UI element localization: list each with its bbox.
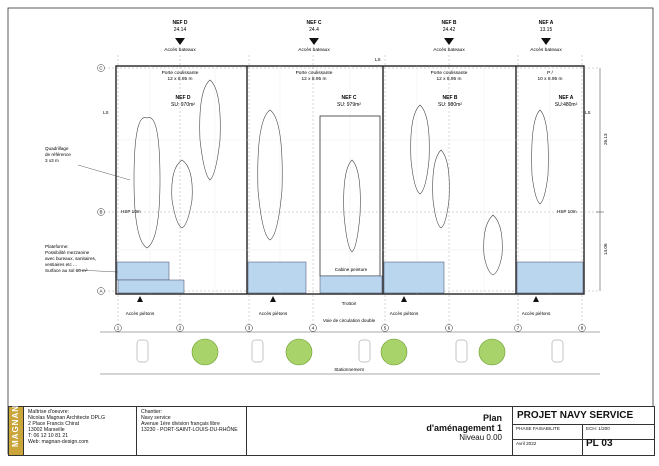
tree-icon	[286, 339, 312, 365]
tree-icon	[479, 339, 505, 365]
car-icon	[456, 340, 467, 362]
door-size: 12 x 8.95 m	[167, 77, 193, 82]
door-label: P /	[547, 71, 553, 76]
boat-shape	[172, 160, 193, 228]
sidewalk-label: Trottoir	[341, 301, 357, 306]
surface-value: SU: 970m²	[171, 102, 195, 108]
grid-col-markers	[115, 325, 586, 332]
grid-ref-note: 3 x3 m	[45, 158, 59, 163]
grid-row-markers	[98, 65, 105, 295]
boat-shape	[200, 80, 221, 180]
arrow-down-icon	[541, 38, 551, 45]
plan-title-block	[247, 407, 513, 455]
architect-name: Nicolas Magnan Architecte DPLG	[28, 415, 105, 421]
grid-col-label: 6	[447, 325, 451, 331]
surface-nef-name: NEF C	[341, 95, 357, 101]
grid-col-label: 1	[116, 325, 120, 331]
arrow-up-icon	[401, 296, 407, 302]
nef-header-name: NEF C	[306, 20, 322, 26]
nef-headers	[173, 20, 554, 33]
car-icon	[137, 340, 148, 362]
date: Avril 2022	[513, 440, 583, 455]
tree-icon	[381, 339, 407, 365]
arrow-up-icon	[270, 296, 276, 302]
grid-row-label: B	[99, 209, 103, 215]
title-block	[8, 406, 655, 456]
architect-city: 13002 Marseille	[28, 427, 65, 433]
architect-web: Web: magnan-design.com	[28, 439, 89, 445]
boat-shape	[484, 215, 503, 275]
pedestrian-access-label: Accès piétons	[389, 311, 419, 316]
surface-value: SU: 980m²	[438, 102, 462, 108]
boat-shape	[433, 150, 450, 228]
scale: ECH: 1/200	[583, 425, 654, 440]
architect-phone: T: 06 12 10 81 21	[28, 433, 69, 439]
door-size: 12 x 8.95 m	[436, 77, 462, 82]
leader-line	[78, 165, 130, 180]
grid-col-label: 4	[311, 325, 315, 331]
arrow-up-icon	[137, 296, 143, 302]
arrow-down-icon	[309, 38, 319, 45]
platform-zone-b	[384, 262, 444, 293]
pedestrian-access-label: Accès piétons	[258, 311, 288, 316]
door-size: 12 x 8.95 m	[301, 77, 327, 82]
plan-title: Plan	[482, 413, 502, 423]
pedestrian-access-arrows	[137, 296, 539, 302]
grid-col-label: 3	[247, 325, 251, 331]
door-size: 10 x 8.95 m	[537, 77, 563, 82]
plan-level: Niveau 0.00	[459, 433, 502, 442]
grid-col-label: 5	[383, 325, 387, 331]
boat-access-label: Accès bateaux	[530, 48, 562, 53]
platform-note: Possibilité mezzanine	[45, 250, 90, 255]
pedestrian-access-label: Accès piétons	[521, 311, 551, 316]
hsp-right: HSP 10m	[557, 209, 577, 214]
boat-shape	[411, 105, 430, 194]
annotations	[45, 57, 608, 372]
platform-zone-d	[117, 262, 169, 280]
arrow-down-icon	[175, 38, 185, 45]
door-labels	[162, 70, 563, 82]
client-city: 13230 - PORT-SAINT-LOUIS-DU-RHÔNE	[141, 427, 238, 433]
platform-zone-c	[248, 262, 306, 293]
ls-mark: LS	[585, 110, 591, 115]
surface-nef-name: NEF B	[442, 95, 458, 101]
grid-row-label: C	[99, 65, 103, 71]
ls-mark: LS	[103, 110, 109, 115]
boat-access-label: Accès bateaux	[298, 48, 330, 53]
car-icon	[552, 340, 563, 362]
nef-header-name: NEF B	[441, 20, 457, 26]
grid-col-label: 8	[580, 325, 584, 331]
client-address: Avenue 1ère division français libre	[141, 421, 220, 427]
sheet-number: PL 03	[586, 438, 613, 449]
door-label: Porte coulissante	[161, 71, 199, 76]
platform-note: Plateforme:	[45, 244, 69, 249]
project-title: PROJET NAVY SERVICE	[513, 407, 654, 425]
surface-nef-name: NEF D	[175, 95, 191, 101]
platform-note: vestiaires etc ...	[45, 262, 77, 267]
platform-note: avec bureaux, sanitaires,	[45, 256, 97, 261]
parking-label: Stationnement	[334, 367, 364, 372]
tree-icon	[192, 339, 218, 365]
ls-mark: LS	[375, 57, 381, 62]
car-icon	[252, 340, 263, 362]
surface-value: SU: 979m²	[337, 102, 361, 108]
platform-zone-a	[517, 262, 583, 293]
nef-header-name: NEF D	[172, 20, 188, 26]
door-label: Porte coulissante	[430, 71, 468, 76]
surface-nef-name: NEF A	[558, 95, 574, 101]
brand-name: MAGNAN	[11, 405, 20, 447]
nef-header-name: NEF A	[538, 20, 554, 26]
door-label: Porte coulissante	[295, 71, 333, 76]
boat-access-label: Accès bateaux	[164, 48, 196, 53]
car-icon	[359, 340, 370, 362]
boat-access-label: Accès bateaux	[433, 48, 465, 53]
dimension-upper: 26.13	[603, 133, 608, 145]
plan-subtitle: d'aménagement 1	[426, 423, 502, 433]
platform-zone-d-lower	[118, 280, 184, 293]
boat-shape	[532, 110, 549, 204]
architect-block	[24, 407, 137, 455]
client-role: Chantier:	[141, 409, 163, 415]
top-access-arrows	[175, 38, 551, 45]
boat-shape	[134, 118, 160, 248]
road-label: Voie de circulation double	[322, 318, 376, 323]
architect-address: 2 Place Francis Chirat	[28, 421, 80, 427]
client-block	[137, 407, 247, 455]
grid-ref-note: Quadrillage	[45, 146, 69, 151]
brand-strip	[9, 407, 24, 455]
nef-header-width: 24.4	[309, 27, 319, 33]
nef-header-width: 13.15	[539, 27, 553, 33]
paint-booth-label: Cabine peinture	[334, 267, 368, 272]
boat-shape	[344, 160, 361, 252]
nef-header-width: 24.14	[173, 27, 187, 33]
grid-ref-note: de référence	[45, 152, 71, 157]
grid-col-label: 2	[178, 325, 182, 331]
arrow-up-icon	[533, 296, 539, 302]
architect-role: Maîtrise d'oeuvre:	[28, 409, 70, 415]
client-name: Navy service	[141, 415, 171, 421]
pedestrian-access-label: Accès piétons	[125, 311, 155, 316]
surface-value: SU:480m²	[554, 102, 578, 108]
phase: PHASE FAISABILITE	[513, 425, 583, 440]
nef-header-width: 24.42	[442, 27, 456, 33]
grid-col-label: 7	[516, 325, 520, 331]
hsp-left: HSP 10m	[121, 209, 141, 214]
dimension-lower: 14.06	[603, 243, 608, 255]
project-block	[513, 407, 654, 455]
boat-access-labels	[164, 47, 562, 53]
platform-zone-c-right	[320, 276, 382, 293]
arrow-down-icon	[444, 38, 454, 45]
boats	[134, 80, 548, 275]
boat-shape	[258, 110, 283, 240]
grid-row-label: A	[99, 288, 103, 294]
platform-note: Surface au sol 60 m²	[45, 268, 88, 273]
